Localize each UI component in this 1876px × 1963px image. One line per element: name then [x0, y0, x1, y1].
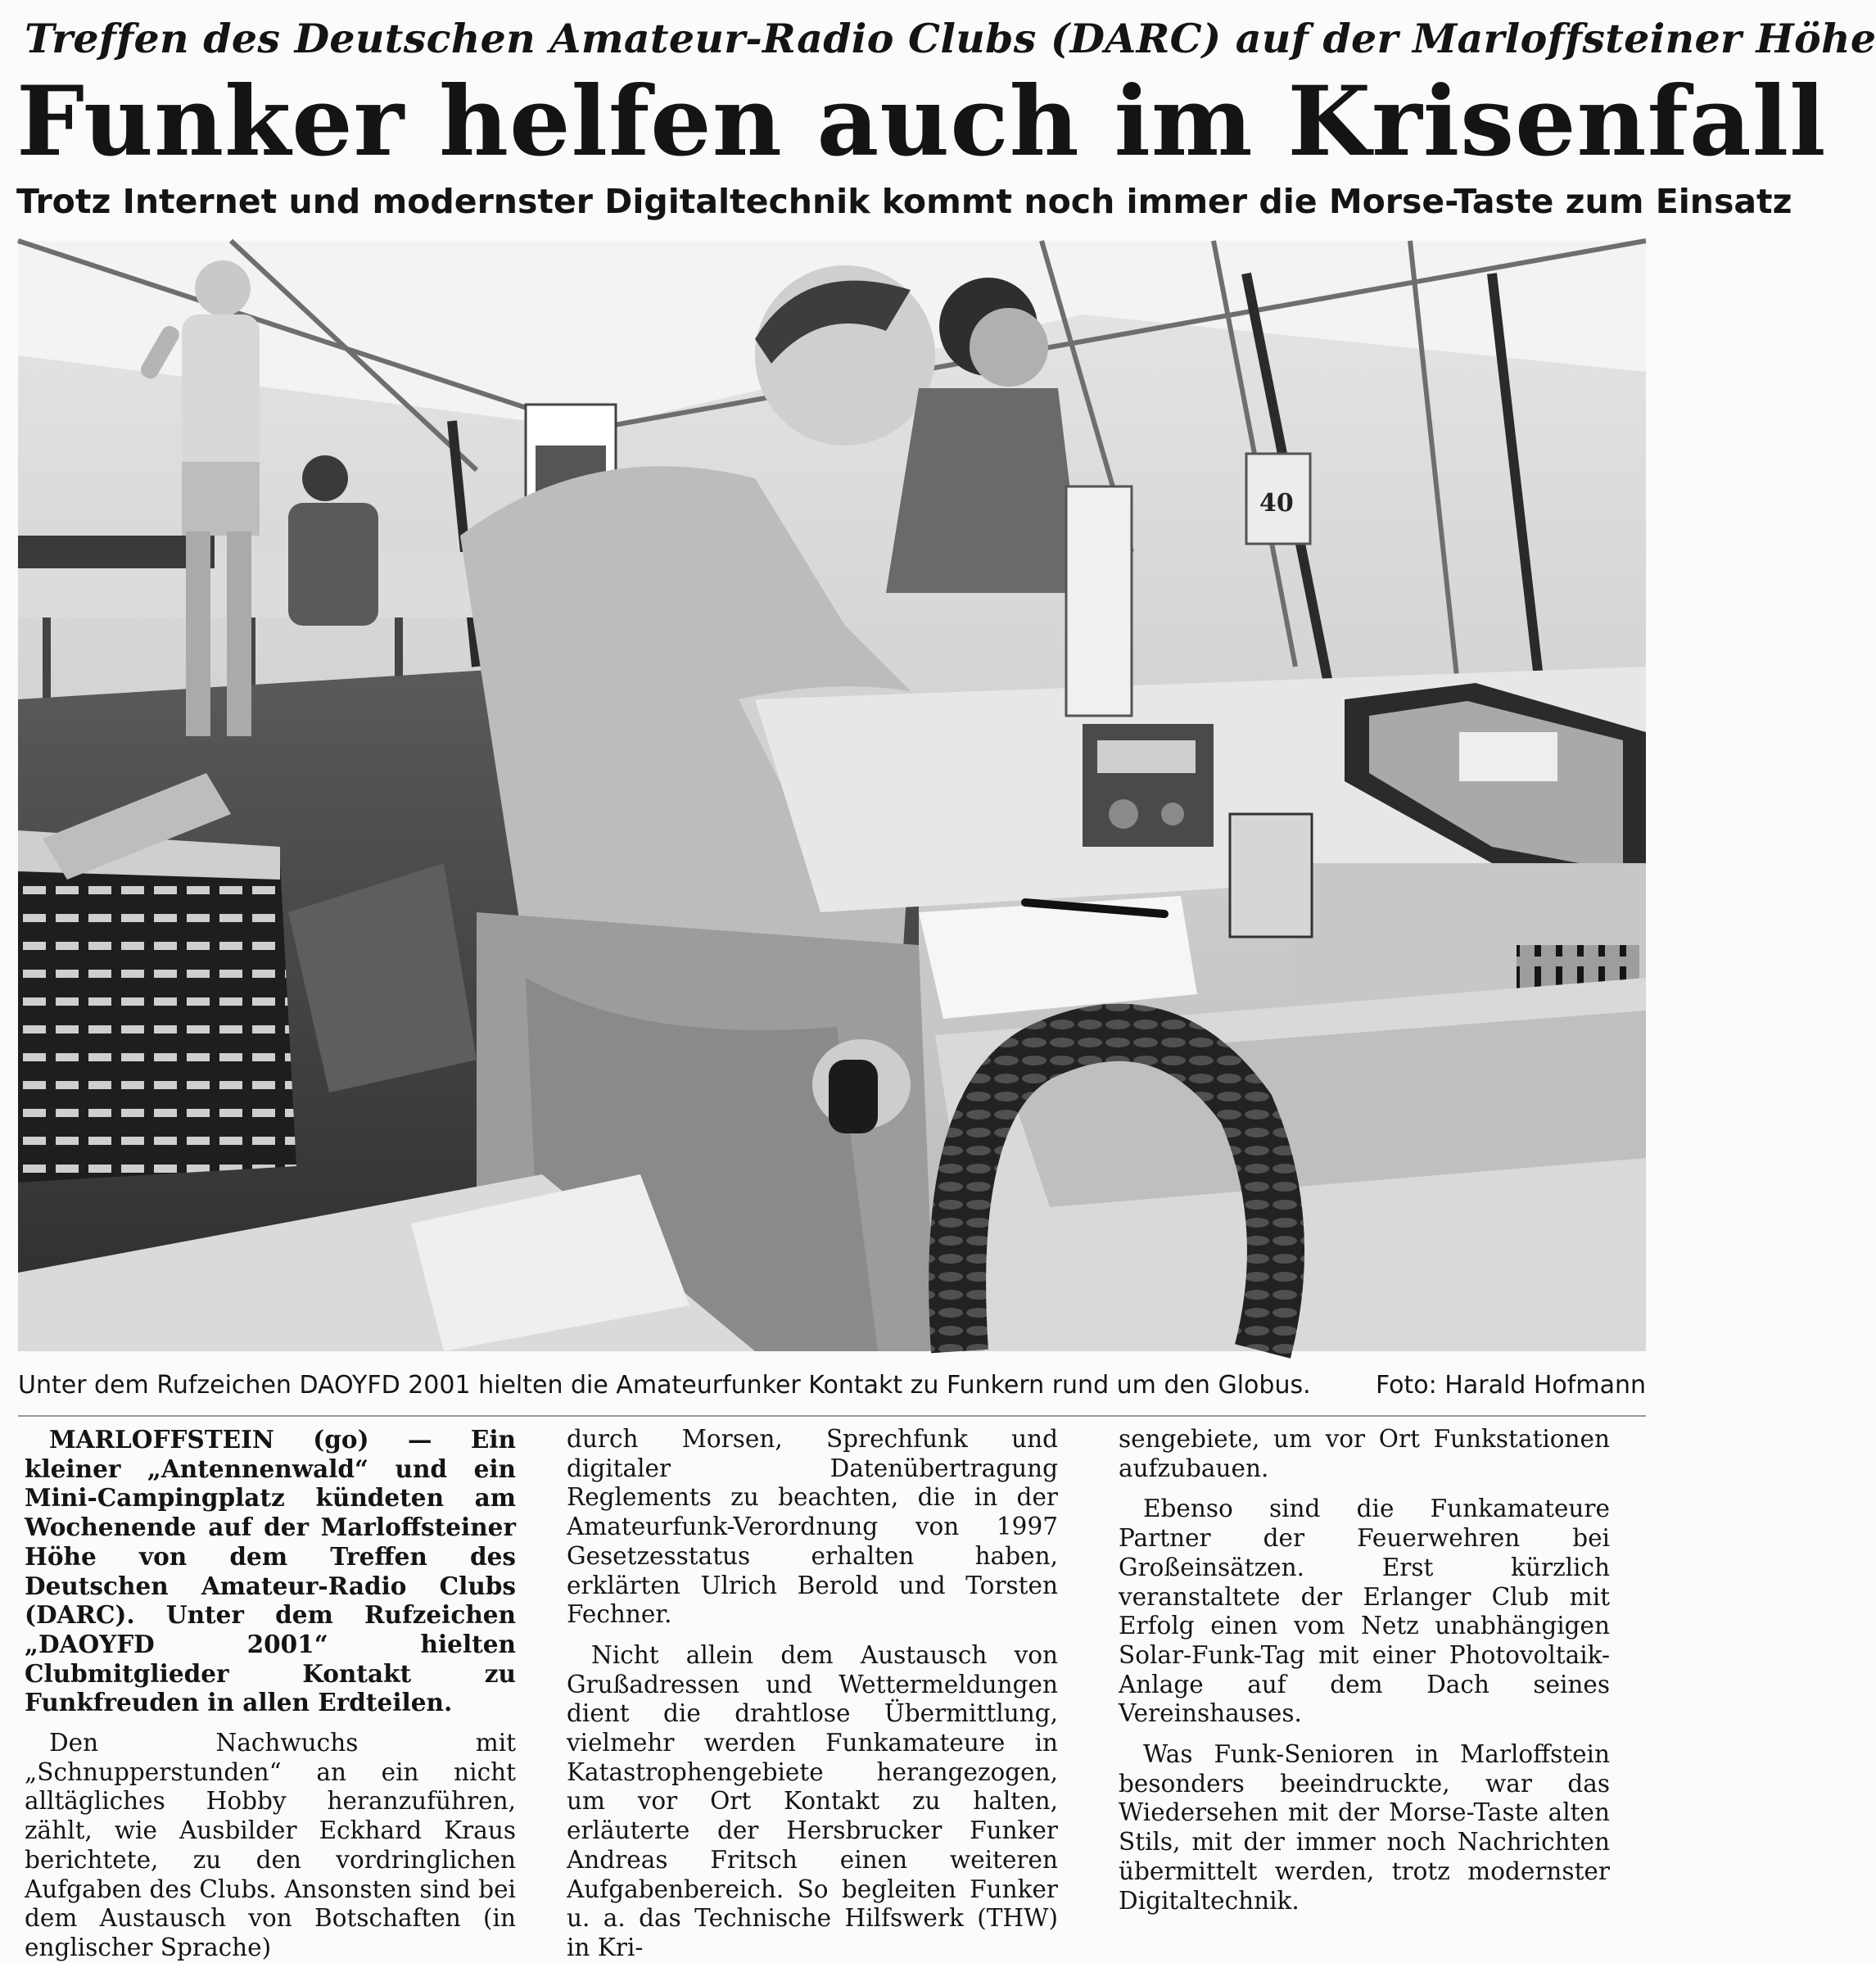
article-paragraph: Was Funk-Senioren in Marloffstein besonders beeindruckte, war das Wiedersehen mit der Morse-Taste alten Stils, mit der immer noch Nachrichten übermittelt werden, trotz modernster Digitaltechnik. [1119, 1740, 1610, 1915]
article-photo [18, 241, 1646, 1351]
article-column-3 [1119, 1425, 1610, 1925]
article-lead-paragraph: MARLOFFSTEIN (go) — Ein kleiner „Antennenwald“ und ein Mini-Campingplatz kündeten am Wochenende auf der Marloffsteiner Höhe von dem Treffen des Deutschen Amateur-Radio Clubs (DARC). Unter dem Rufzeichen „DAOYFD 2001“ hielten Clubmitglieder Kontakt zu Funkfreuden in allen Erdteilen. [25, 1425, 516, 1717]
article-headline: Funker helfen auch im Krisenfall [16, 65, 1827, 178]
caption-divider [18, 1415, 1646, 1417]
article-column-2 [567, 1425, 1058, 1961]
article-paragraph: Ebenso sind die Funkamateure Partner der Feuerwehren bei Großeinsätzen. Erst kürzlich veranstaltete der Erlanger Club mit Erfolg einen vom Netz unabhängigen Solar-Funk-Tag mit einer Photovoltaik-Anlage auf dem Dach seines Vereinshauses. [1119, 1495, 1610, 1728]
photo-caption: Unter dem Rufzeichen DAOYFD 2001 hielten die Amateurfunker Kontakt zu Funkern rund um den Globus. [18, 1371, 1311, 1400]
article-paragraph: Den Nachwuchs mit „Schnupperstunden“ an ein nicht alltägliches Hobby heranzuführen, zählt, wie Ausbilder Eckhard Kraus berichtete, zu den vordringlichen Aufgaben des Clubs. Ansonsten sind bei dem Austausch von Botschaften (in englischer Sprache) [25, 1729, 516, 1961]
article-paragraph-continued: sengebiete, um vor Ort Funkstationen aufzubauen. [1119, 1425, 1610, 1482]
article-paragraph-continued: durch Morsen, Sprechfunk und digitaler Datenübertragung Reglements zu beachten, die in der Amateurfunk-Verordnung von 1997 Gesetzesstatus erhalten haben, erklärten Ulrich Berold und Torsten Fechner. [567, 1425, 1058, 1629]
article-kicker: Treffen des Deutschen Amateur-Radio Clubs (DARC) auf der Marloffsteiner Höhe [25, 15, 1876, 62]
photo-credit: Foto: Harald Hofmann [1376, 1371, 1646, 1400]
article-subheadline: Trotz Internet und modernster Digitaltechnik kommt noch immer die Morse-Taste zum Einsatz [16, 182, 1792, 221]
article-paragraph: Nicht allein dem Austausch von Grußadressen und Wettermeldungen dient die drahtlose Übermittlung, vielmehr werden Funkamateure in Katastrophengebiete herangezogen, um vor Ort Kontakt zu halten, erläuterte der Hersbrucker Funker Andreas Fritsch einen weiteren Aufgabenbereich. So begleiten Funker u. a. das Technische Hilfswerk (THW) in Kri- [567, 1640, 1058, 1961]
article-column-1 [25, 1425, 516, 1961]
photo-caption-row [18, 1361, 1646, 1410]
photo-desk-sign: 40 [1259, 489, 1294, 518]
